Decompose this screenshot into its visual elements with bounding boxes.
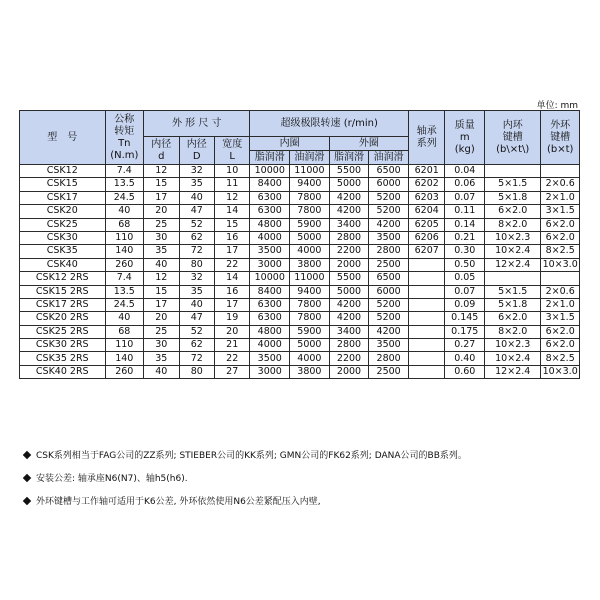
header-inner-dia: 内径 d	[144, 137, 179, 165]
header-bearing-series: 轴承 系列	[408, 111, 444, 165]
cell-D: 32	[179, 165, 214, 178]
cell-inner-grease: 10000	[250, 165, 290, 178]
cell-outer-oil: 3500	[369, 339, 409, 352]
cell-d: 35	[144, 352, 179, 365]
cell-D: 72	[179, 245, 214, 258]
header-outer-ring: 外圈	[329, 137, 408, 151]
cell-outer-key: 2×0.6	[541, 285, 580, 298]
cell-torque: 7.4	[105, 272, 144, 285]
diamond-bullet-icon	[23, 496, 31, 504]
cell-outer-oil: 5200	[369, 191, 409, 204]
cell-inner-oil: 7800	[290, 298, 330, 311]
cell-mass: 0.14	[445, 218, 485, 231]
cell-L: 27	[214, 365, 249, 378]
spec-table	[19, 110, 580, 379]
cell-inner-oil: 9400	[290, 285, 330, 298]
cell-bearing	[408, 258, 444, 271]
cell-torque: 68	[105, 325, 144, 338]
cell-mass: 0.27	[445, 339, 485, 352]
cell-outer-grease: 2200	[329, 352, 369, 365]
cell-inner-key: 6×2.0	[485, 312, 541, 325]
cell-inner-key: 10×2.3	[485, 339, 541, 352]
cell-torque: 140	[105, 245, 144, 258]
cell-outer-key: 8×2.5	[541, 352, 580, 365]
cell-inner-grease: 6300	[250, 298, 290, 311]
cell-outer-oil: 3500	[369, 231, 409, 244]
cell-d: 17	[144, 191, 179, 204]
note-item	[22, 494, 582, 507]
cell-inner-key: 8×2.0	[485, 218, 541, 231]
table-row	[20, 352, 580, 365]
cell-d: 40	[144, 258, 179, 271]
cell-inner-key: 10×2.3	[485, 231, 541, 244]
cell-outer-oil: 6500	[369, 272, 409, 285]
cell-d: 17	[144, 298, 179, 311]
cell-torque: 7.4	[105, 165, 144, 178]
cell-outer-grease: 5000	[329, 285, 369, 298]
cell-outer-oil: 5200	[369, 312, 409, 325]
table-row	[20, 285, 580, 298]
cell-d: 20	[144, 205, 179, 218]
cell-outer-key: 10×3.0	[542, 365, 578, 377]
cell-D: 80	[179, 365, 214, 378]
cell-inner-oil: 5000	[290, 231, 330, 244]
cell-torque: 260	[105, 258, 144, 271]
cell-model: CSK35	[20, 245, 106, 258]
cell-inner-grease: 4000	[250, 231, 290, 244]
cell-outer-grease: 3400	[329, 218, 369, 231]
cell-mass: 0.05	[445, 272, 485, 285]
cell-model: CSK25	[20, 218, 106, 231]
cell-torque: 13.5	[105, 178, 144, 191]
cell-inner-key: 5×1.5	[485, 285, 541, 298]
diamond-bullet-icon	[23, 450, 31, 458]
header-model: 型 号	[20, 111, 106, 165]
cell-d: 12	[144, 272, 179, 285]
table-row	[20, 258, 580, 271]
cell-torque: 40	[105, 205, 144, 218]
cell-inner-key: 12×2.4	[485, 365, 541, 378]
cell-torque: 110	[105, 231, 144, 244]
diamond-bullet-icon	[23, 473, 31, 481]
cell-inner-key	[485, 165, 541, 178]
cell-outer-key: 2×1.0	[541, 298, 580, 311]
cell-outer-grease: 4200	[329, 312, 369, 325]
cell-torque: 13.5	[105, 285, 144, 298]
cell-outer-key: 3×1.5	[541, 205, 580, 218]
cell-inner-grease: 6300	[250, 191, 290, 204]
cell-model: CSK15	[20, 178, 106, 191]
cell-outer-key: 8×2.5	[541, 245, 580, 258]
cell-L: 16	[214, 285, 249, 298]
cell-mass: 0.21	[445, 231, 485, 244]
cell-d: 30	[144, 339, 179, 352]
cell-model: CSK40	[20, 258, 106, 271]
cell-outer-oil: 4200	[369, 325, 409, 338]
cell-d: 30	[144, 231, 179, 244]
cell-mass: 0.07	[445, 191, 485, 204]
header-inner-grease: 脂润滑	[250, 151, 290, 165]
cell-outer-grease: 4200	[329, 191, 369, 204]
cell-inner-key	[485, 272, 541, 285]
cell-torque: 68	[105, 218, 144, 231]
cell-outer-oil: 6500	[369, 165, 409, 178]
cell-inner-oil: 7800	[290, 191, 330, 204]
cell-bearing	[408, 365, 444, 378]
note-text: 安装公差: 轴承座N6(N7)、轴h5(h6).	[36, 474, 188, 484]
cell-inner-grease: 4800	[250, 325, 290, 338]
header-outer-dia: 内径 D	[179, 137, 214, 165]
cell-D: 32	[179, 272, 214, 285]
cell-mass: 0.60	[445, 365, 485, 378]
cell-outer-key: 6×2.0	[541, 218, 580, 231]
table-row	[20, 218, 580, 231]
cell-bearing: 6205	[408, 218, 444, 231]
header-outer-keyway: 外环 键槽 (b×t)	[541, 111, 580, 165]
cell-torque: 24.5	[105, 191, 144, 204]
table-row	[20, 325, 580, 338]
cell-inner-grease: 3000	[250, 258, 290, 271]
cell-inner-key: 12×2.4	[485, 258, 541, 271]
cell-inner-grease: 3500	[250, 245, 290, 258]
table-row	[20, 245, 580, 258]
cell-inner-key: 10×2.4	[485, 352, 541, 365]
cell-outer-key: 6×2.0	[541, 325, 580, 338]
table-row	[20, 165, 580, 178]
cell-L: 21	[214, 339, 249, 352]
cell-mass: 0.40	[445, 352, 485, 365]
cell-torque: 24.5	[105, 298, 144, 311]
cell-bearing	[408, 285, 444, 298]
cell-inner-key: 5×1.8	[485, 191, 541, 204]
cell-d: 35	[144, 245, 179, 258]
cell-mass: 0.11	[445, 205, 485, 218]
cell-model: CSK30	[20, 231, 106, 244]
table-row	[20, 191, 580, 204]
note-text: CSK系列相当于FAG公司的ZZ系列; STIEBER公司的KK系列; GMN公司的FK62系列; DANA公司的BB系列。	[36, 451, 467, 461]
cell-L: 22	[214, 258, 249, 271]
cell-inner-oil: 11000	[290, 272, 330, 285]
cell-bearing: 6206	[408, 231, 444, 244]
note-item	[22, 448, 582, 461]
cell-L: 17	[214, 298, 249, 311]
cell-inner-oil: 5900	[290, 218, 330, 231]
cell-L: 15	[214, 218, 249, 231]
cell-model: CSK12 2RS	[20, 272, 106, 285]
header-outer-oil: 油润滑	[369, 151, 409, 165]
cell-bearing: 6207	[408, 245, 444, 258]
cell-model: CSK17	[20, 191, 106, 204]
cell-outer-grease: 2000	[329, 258, 369, 271]
cell-D: 62	[179, 339, 214, 352]
cell-inner-oil: 9400	[290, 178, 330, 191]
cell-bearing	[408, 352, 444, 365]
cell-d: 25	[144, 325, 179, 338]
table-row	[20, 298, 580, 311]
cell-inner-grease: 8400	[250, 285, 290, 298]
cell-outer-oil: 2500	[369, 258, 409, 271]
cell-D: 52	[179, 218, 214, 231]
cell-model: CSK17 2RS	[20, 298, 106, 311]
table-row	[20, 178, 580, 191]
cell-inner-grease: 4800	[250, 218, 290, 231]
cell-bearing	[408, 325, 444, 338]
cell-inner-oil: 4000	[290, 352, 330, 365]
cell-inner-grease: 6300	[250, 312, 290, 325]
cell-outer-key: 10×3.0	[542, 258, 578, 270]
cell-model: CSK30 2RS	[20, 339, 106, 352]
cell-mass: 0.50	[445, 258, 485, 271]
header-torque: 公称 转矩 Tn (N.m)	[105, 111, 144, 165]
cell-model: CSK40 2RS	[20, 365, 106, 378]
table-row	[20, 272, 580, 285]
header-outer-dims: 外 形 尺 寸	[144, 111, 250, 137]
header-inner-oil: 油润滑	[290, 151, 330, 165]
cell-bearing: 6202	[408, 178, 444, 191]
cell-outer-oil: 2800	[369, 352, 409, 365]
cell-model: CSK12	[20, 165, 106, 178]
cell-mass: 0.04	[445, 165, 485, 178]
cell-inner-grease: 8400	[250, 178, 290, 191]
cell-L: 12	[214, 191, 249, 204]
notes-section	[22, 448, 582, 517]
cell-torque: 40	[105, 312, 144, 325]
cell-bearing	[408, 339, 444, 352]
header-inner-keyway: 内环 键槽 (b\×t\)	[485, 111, 541, 165]
cell-outer-key: 6×2.0	[541, 339, 580, 352]
cell-bearing	[408, 298, 444, 311]
cell-inner-key: 6×2.0	[485, 205, 541, 218]
cell-outer-key: 2×0.6	[541, 178, 580, 191]
cell-inner-grease: 6300	[250, 205, 290, 218]
cell-torque: 140	[105, 352, 144, 365]
cell-D: 47	[179, 205, 214, 218]
table-row	[20, 365, 580, 378]
cell-inner-grease: 3000	[250, 365, 290, 378]
cell-mass: 0.07	[445, 285, 485, 298]
cell-outer-grease: 2200	[329, 245, 369, 258]
cell-bearing	[408, 272, 444, 285]
cell-d: 25	[144, 218, 179, 231]
cell-bearing: 6204	[408, 205, 444, 218]
cell-inner-key: 5×1.8	[485, 298, 541, 311]
cell-bearing: 6203	[408, 191, 444, 204]
table-row	[20, 339, 580, 352]
note-item	[22, 471, 582, 484]
cell-mass: 0.06	[445, 178, 485, 191]
unit-label: 单位: mm	[536, 101, 578, 111]
cell-inner-oil: 7800	[290, 312, 330, 325]
cell-torque: 110	[105, 339, 144, 352]
cell-L: 20	[214, 325, 249, 338]
cell-outer-grease: 5000	[329, 178, 369, 191]
cell-L: 16	[214, 231, 249, 244]
cell-inner-key: 8×2.0	[485, 325, 541, 338]
cell-outer-grease: 5500	[329, 165, 369, 178]
cell-d: 20	[144, 312, 179, 325]
cell-L: 11	[214, 178, 249, 191]
cell-inner-oil: 5900	[290, 325, 330, 338]
cell-inner-oil: 11000	[290, 165, 330, 178]
cell-outer-grease: 2800	[329, 339, 369, 352]
cell-mass: 0.145	[445, 312, 485, 325]
cell-outer-oil: 2500	[369, 365, 409, 378]
table-row	[20, 205, 580, 218]
cell-outer-grease: 3400	[329, 325, 369, 338]
header-mass: 质量 m (kg)	[445, 111, 485, 165]
cell-D: 35	[179, 178, 214, 191]
cell-outer-grease: 2000	[329, 365, 369, 378]
cell-outer-key: 2×1.0	[541, 191, 580, 204]
cell-mass: 0.175	[445, 325, 485, 338]
header-width: 宽度 L	[214, 137, 249, 165]
cell-d: 12	[144, 165, 179, 178]
cell-D: 47	[179, 312, 214, 325]
cell-D: 40	[179, 191, 214, 204]
cell-L: 14	[214, 205, 249, 218]
cell-L: 19	[214, 312, 249, 325]
cell-D: 62	[179, 231, 214, 244]
cell-outer-grease: 4200	[329, 298, 369, 311]
cell-outer-oil: 4200	[369, 218, 409, 231]
cell-D: 35	[179, 285, 214, 298]
cell-bearing: 6201	[408, 165, 444, 178]
cell-outer-oil: 6000	[369, 178, 409, 191]
cell-mass: 0.09	[445, 298, 485, 311]
cell-L: 22	[214, 352, 249, 365]
cell-bearing	[408, 312, 444, 325]
cell-L: 17	[214, 245, 249, 258]
cell-inner-grease: 10000	[250, 272, 290, 285]
table-row	[20, 231, 580, 244]
cell-L: 14	[214, 272, 249, 285]
cell-inner-oil: 7800	[290, 205, 330, 218]
cell-outer-oil: 6000	[369, 285, 409, 298]
cell-D: 40	[179, 298, 214, 311]
cell-d: 40	[144, 365, 179, 378]
cell-model: CSK15 2RS	[20, 285, 106, 298]
cell-inner-key: 10×2.4	[485, 245, 541, 258]
cell-D: 80	[179, 258, 214, 271]
cell-D: 52	[179, 325, 214, 338]
cell-L: 10	[214, 165, 249, 178]
cell-d: 15	[144, 178, 179, 191]
table-header	[20, 111, 580, 165]
cell-mass: 0.30	[445, 245, 485, 258]
cell-outer-key	[541, 165, 580, 178]
cell-outer-key	[541, 272, 580, 285]
cell-torque: 260	[105, 365, 144, 378]
cell-inner-oil: 3800	[290, 258, 330, 271]
cell-d: 15	[144, 285, 179, 298]
cell-inner-oil: 5000	[290, 339, 330, 352]
cell-outer-oil: 5200	[369, 298, 409, 311]
header-speed: 超级极限转速 (r/min)	[250, 111, 409, 137]
cell-inner-grease: 3500	[250, 352, 290, 365]
cell-D: 72	[179, 352, 214, 365]
cell-inner-grease: 4000	[250, 339, 290, 352]
cell-inner-oil: 3800	[290, 365, 330, 378]
cell-model: CSK35 2RS	[20, 352, 106, 365]
cell-outer-oil: 2800	[369, 245, 409, 258]
cell-outer-grease: 5500	[329, 272, 369, 285]
cell-outer-grease: 2800	[329, 231, 369, 244]
cell-model: CSK20	[20, 205, 106, 218]
note-text: 外环键槽与工作轴可适用于K6公差, 外环依然使用N6公差紧配压入内壁,	[36, 497, 321, 507]
cell-outer-key: 3×1.5	[541, 312, 580, 325]
cell-model: CSK20 2RS	[20, 312, 106, 325]
cell-outer-oil: 5200	[369, 205, 409, 218]
table-body	[20, 165, 580, 379]
header-outer-grease: 脂润滑	[329, 151, 369, 165]
cell-inner-key: 5×1.5	[485, 178, 541, 191]
table-row	[20, 312, 580, 325]
cell-model: CSK25 2RS	[20, 325, 106, 338]
cell-outer-key: 6×2.0	[541, 231, 580, 244]
header-inner-ring: 内圈	[250, 137, 329, 151]
cell-outer-grease: 4200	[329, 205, 369, 218]
cell-inner-oil: 4000	[290, 245, 330, 258]
